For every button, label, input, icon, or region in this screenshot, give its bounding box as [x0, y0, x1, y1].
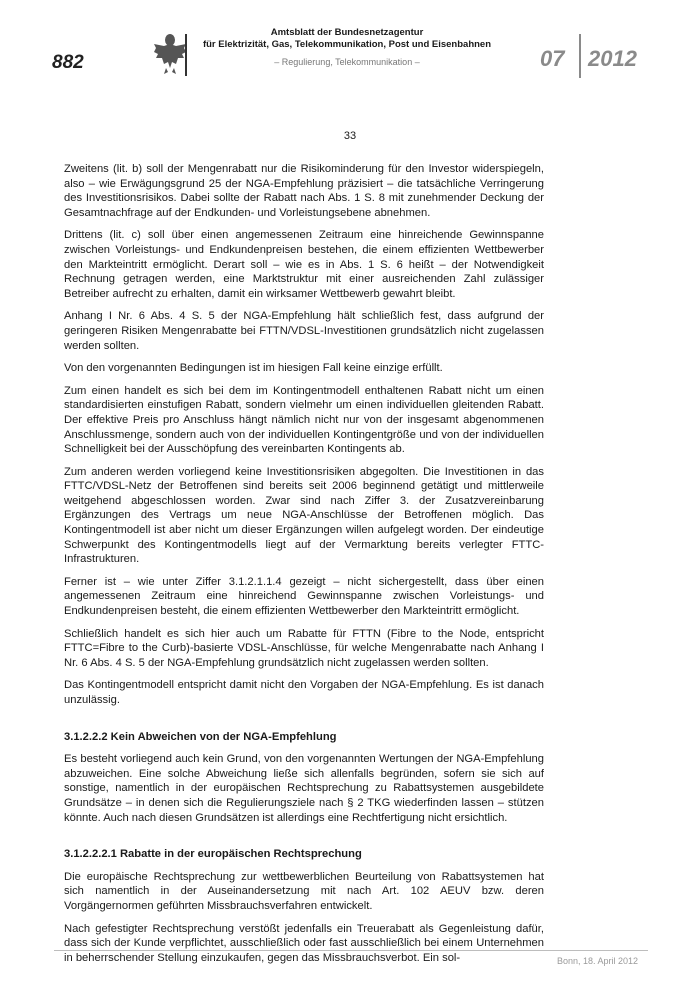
federal-eagle-icon — [150, 30, 190, 78]
paragraph: Zweitens (lit. b) soll der Mengenrabatt nur die Risikominderung für den Investor widerspiegeln, also – wie Erwägungsgrund 25 der NGA-Empfehlung präzisiert – die tatsächliche Verringerung des Investitionsrisikos. Dabei sollte der Rabatt nach Abs. 1 S. 8 mit zunehmender Deckung der Gesamtnachfrage auf der Endkunden- und Vorleistungsebene abnehmen. — [64, 163, 544, 219]
document-page-number: 33 — [343, 130, 357, 142]
paragraph: Nach gefestigter Rechtsprechung verstößt jedenfalls ein Treuerabatt als Gegenleistung dafür, dass sich der Kunde verpflichtet, ausschließlich oder fast ausschließlich bei einem Unternehmen in beherrschender Stellung einzukaufen, gegen das Missbrauchsverbot. Ein sol- — [64, 922, 544, 964]
page-number: 882 — [52, 52, 84, 73]
issuer-block — [197, 27, 497, 67]
issuer-subtitle: für Elektrizität, Gas, Telekommunikation, Post und Eisenbahnen — [202, 39, 492, 50]
paragraph: Anhang I Nr. 6 Abs. 4 S. 5 der NGA-Empfehlung hält schließlich fest, dass aufgrund der geringeren Risiken Mengenrabatte bei FTTN/VDSL-Investitionen grundsätzlich nicht zugelassen werden sollten. — [64, 310, 544, 352]
paragraph: Von den vorgenannten Bedingungen ist im hiesigen Fall keine einzige erfüllt. — [64, 362, 443, 375]
issue-number: 07 — [540, 46, 565, 71]
section-label: – Regulierung, Telekommunikation – — [274, 57, 420, 67]
paragraph: Die europäische Rechtsprechung zur wettbewerblichen Beurteilung von Rabattsystemen hat sich namentlich in der Auseinandersetzung mit nach Art. 102 AEUV bzw. deren Vorgängernormen geführten Missbrauchsverfahren entwickelt. — [64, 870, 544, 912]
paragraph: Zum einen handelt es sich bei dem im Kontingentmodell enthaltenen Rabatt nicht um einen standardisierten einstufigen Rabatt, sondern vielmehr um einen individuellen gleitenden Rabatt. Der effektive Preis pro Anschluss hängt nämlich nicht nur von der insgesamt abgenommenen Anschlussmenge, sondern auch von der individuellen Kontingentgröße und von der individuellen Schnelligkeit bei der Ausschöpfung des vereinbarten Kontingents ab. — [64, 384, 544, 456]
footer-date: Bonn, 18. April 2012 — [556, 956, 638, 966]
paragraph: Schließlich handelt es sich hier auch um Rabatte für FTTN (Fibre to the Node, entspricht FTTC=Fibre to the Curb)-basierte VDSL-Anschlüsse, für welche Mengenrabatte nach Anhang I Nr. 6 Abs. 4 S. 5 der NGA-Empfehlung grundsätzlich nicht zugelassen werden sollten. — [64, 627, 544, 669]
paragraph: Zum anderen werden vorliegend keine Investitionsrisiken abgegolten. Die Investitionen in das FTTC/VDSL-Netz der Betroffenen sind bereits seit 2006 beginnend getätigt und mittlerweile weitgehend abgeschlossen worden. Zwar sind nach Ziffer 3. der Zusatzvereinbarung Ergänzungen des Vertrags um neue NGA-Anschlüsse der Betroffenen möglich. Das Kontingentmodell ist aber nicht um dieser Ergänzungen willen aufgelegt worden. Der eindeutige Schwerpunkt des Kontingentmodells liegt auf der Vermarktung bereits verlegter FTTC-Infrastrukturen. — [64, 465, 544, 566]
paragraph: Drittens (lit. c) soll über einen angemessenen Zeitraum eine hinreichende Gewinnspanne zwischen Vorleistungs- und Endkundenpreisen bestehen, die einem effizienten Wettbewerber den Markteintritt ermöglicht. Derart soll – wie es in Abs. 1 S. 6 heißt – der Notwendigkeit Rechnung getragen werden, eine Marktstruktur mit einer ausreichenden Zahl zulässiger Betreiber aufrecht zu erhalten, damit ein wirksamer Wettbewerb gewahrt bleibt. — [64, 229, 544, 300]
body-text — [64, 162, 544, 973]
paragraph: Ferner ist – wie unter Ziffer 3.1.2.1.1.4 gezeigt – nicht sichergestellt, dass über einen angemessenen Zeitraum eine hinreichend Gewinnspanne zwischen Vorleistungs- und Endkundenpreisen besteht, die einem effizienten Wettbewerber den Markteintritt ermöglicht. — [64, 575, 544, 618]
issue-year: 2012 — [588, 46, 637, 71]
paragraph: Es besteht vorliegend auch kein Grund, von den vorgenannten Wertungen der NGA-Empfehlung abzuweichen. Eine solche Abweichung ließe sich allenfalls begründen, sofern sie sich auf sonstige, namentlich in der europäischen Rechtsprechung zu Rabattsystemen ausgebildete Grundsätze – in denen sich die Regulierungsziele nach § 2 TKG wiederfinden lassen – stützen könnte. Auch nach diesen Grundsätzen ist allerdings eine Rechtfertigung nicht ersichtlich. — [64, 753, 544, 824]
section-heading: 3.1.2.2.2 Kein Abweichen von der NGA-Empfehlung — [64, 730, 337, 743]
paragraph: Das Kontingentmodell entspricht damit nicht den Vorgaben der NGA-Empfehlung. Es ist danach unzulässig. — [64, 679, 544, 706]
issuer-title: Amtsblatt der Bundesnetzagentur — [270, 27, 424, 38]
section-heading: 3.1.2.2.2.1 Rabatte in der europäischen Rechtsprechung — [64, 848, 362, 861]
issue-divider — [579, 34, 581, 78]
footer-divider — [54, 950, 648, 951]
